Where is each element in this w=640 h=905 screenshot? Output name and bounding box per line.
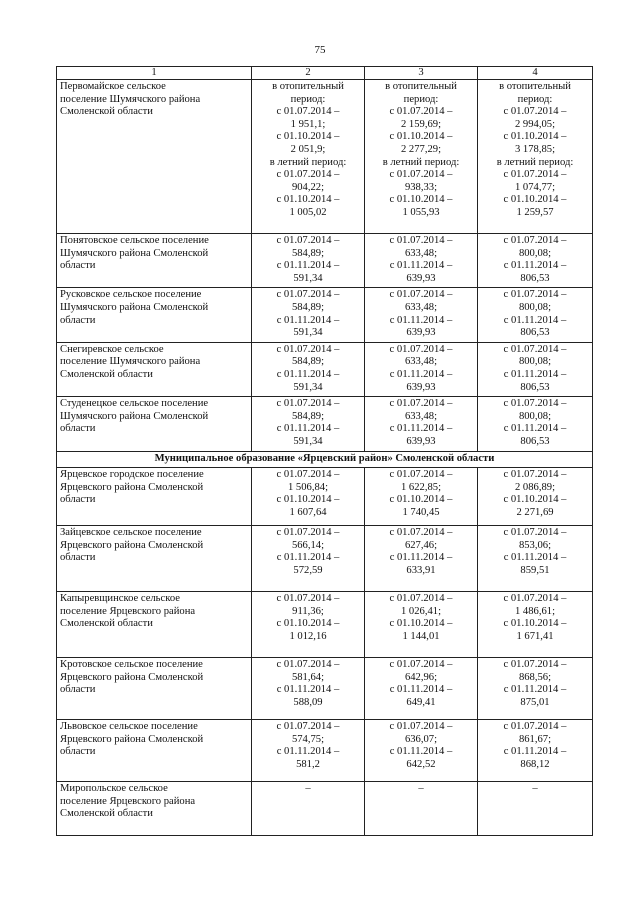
cell-line: 800,08; xyxy=(518,356,552,368)
table-body xyxy=(57,80,593,836)
value-cell-col3 xyxy=(365,342,478,396)
cell-line: 1 005,02 xyxy=(289,206,327,218)
cell-line: с 01.11.2014 – xyxy=(503,260,567,272)
cell-line: 861,67; xyxy=(518,733,552,745)
cell-line: 633,48; xyxy=(404,247,438,259)
cell-line: – xyxy=(305,783,311,795)
value-cell-col2 xyxy=(252,592,365,658)
cell-line: 911,36; xyxy=(292,605,324,617)
value-cell-col2 xyxy=(252,782,365,836)
cell-line: с 01.07.2014 – xyxy=(503,106,567,118)
cell-line: с 01.07.2014 – xyxy=(276,398,340,410)
cell-line: с 01.11.2014 – xyxy=(389,746,453,758)
cell-line: 633,48; xyxy=(404,356,438,368)
cell-line: 584,89; xyxy=(291,410,325,422)
cell-line: 591,34 xyxy=(293,327,323,339)
column-header-2: 2 xyxy=(252,67,365,80)
cell-line: 633,48; xyxy=(404,301,438,313)
cell-line: 1 622,85; xyxy=(400,481,442,493)
value-cell-col3 xyxy=(365,782,478,836)
cell-line: – xyxy=(532,783,538,795)
cell-line: Ярцевского района Смоленской xyxy=(60,539,204,551)
cell-line: 566,14; xyxy=(291,539,325,551)
cell-line: с 01.11.2014 – xyxy=(276,746,340,758)
cell-line: 1 026,41; xyxy=(400,605,442,617)
cell-line: с 01.07.2014 – xyxy=(389,469,453,481)
cell-line: с 01.11.2014 – xyxy=(276,684,340,696)
cell-line: с 01.10.2014 – xyxy=(389,194,453,206)
value-cell-col3 xyxy=(365,526,478,592)
cell-line: 868,12 xyxy=(520,758,550,770)
cell-line: с 01.11.2014 – xyxy=(503,314,567,326)
cell-line: 1 144,01 xyxy=(402,630,440,642)
value-cell-col2 xyxy=(252,526,365,592)
cell-line: с 01.07.2014 – xyxy=(389,593,453,605)
value-cell-col4 xyxy=(478,80,593,234)
cell-line: 581,2 xyxy=(296,758,320,770)
cell-line: в летний период: xyxy=(382,156,460,168)
cell-line: 868,56; xyxy=(518,671,552,683)
cell-line: с 01.07.2014 – xyxy=(389,289,453,301)
cell-line: 633,48; xyxy=(404,410,438,422)
value-cell-col3 xyxy=(365,288,478,342)
cell-line: с 01.10.2014 – xyxy=(503,131,567,143)
cell-line: 1 074,77; xyxy=(514,181,556,193)
cell-line: с 01.10.2014 – xyxy=(503,618,567,630)
cell-line: 904,22; xyxy=(291,181,325,193)
value-cell-col4 xyxy=(478,234,593,288)
cell-line: с 01.11.2014 – xyxy=(503,684,567,696)
column-header-3: 3 xyxy=(365,67,478,80)
cell-line: Ярцевское городское поселение xyxy=(60,469,204,481)
cell-line: с 01.07.2014 – xyxy=(503,398,567,410)
cell-line: 2 159,69; xyxy=(400,118,442,130)
cell-line: области xyxy=(60,423,96,435)
cell-line: Понятовское сельское поселение xyxy=(60,235,209,246)
cell-line: 1 506,84; xyxy=(287,481,329,493)
cell-line: с 01.07.2014 – xyxy=(503,721,567,733)
cell-line: 2 086,89; xyxy=(514,481,556,493)
cell-line: 574,75; xyxy=(291,733,325,745)
cell-line: 627,46; xyxy=(404,539,438,551)
cell-line: Снегиревское сельское xyxy=(60,343,164,355)
cell-line: Кротовское сельское поселение xyxy=(60,659,203,671)
cell-line: с 01.11.2014 – xyxy=(389,260,453,272)
cell-line: с 01.07.2014 – xyxy=(389,398,453,410)
cell-line: 1 259,57 xyxy=(516,206,554,218)
cell-line: Смоленской области xyxy=(60,368,153,380)
value-cell-col4 xyxy=(478,468,593,526)
cell-line: с 01.07.2014 – xyxy=(276,721,340,733)
cell-line: с 01.11.2014 – xyxy=(389,368,453,380)
cell-line: 591,34 xyxy=(293,435,323,447)
header-row xyxy=(57,67,593,80)
cell-line: 806,53 xyxy=(520,272,550,284)
cell-line: в отопительный xyxy=(499,81,571,92)
settlement-name-cell xyxy=(57,288,252,342)
cell-line: 3 178,85; xyxy=(514,143,556,155)
cell-line: 800,08; xyxy=(518,410,552,422)
value-cell-col4 xyxy=(478,288,593,342)
cell-line: с 01.07.2014 – xyxy=(389,527,453,539)
cell-line: Шумячского района Смоленской xyxy=(60,410,209,422)
settlement-name-cell xyxy=(57,468,252,526)
cell-line: с 01.11.2014 – xyxy=(276,552,340,564)
cell-line: с 01.10.2014 – xyxy=(389,494,453,506)
cell-line: 806,53 xyxy=(520,381,550,393)
cell-line: Зайцевское сельское поселение xyxy=(60,527,202,539)
settlement-name-cell xyxy=(57,234,252,288)
cell-line: Миропольское сельское xyxy=(60,783,168,795)
cell-line: с 01.07.2014 – xyxy=(276,343,340,355)
cell-line: 639,93 xyxy=(406,272,436,284)
cell-line: с 01.07.2014 – xyxy=(276,469,340,481)
cell-line: области xyxy=(60,684,96,696)
cell-line: с 01.07.2014 – xyxy=(503,235,567,246)
cell-line: период: xyxy=(517,93,553,105)
cell-line: Студенецкое сельское поселение xyxy=(60,398,209,410)
settlement-name-cell xyxy=(57,592,252,658)
cell-line: 875,01 xyxy=(520,696,550,708)
cell-line: в летний период: xyxy=(496,156,574,168)
section-title: Муниципальное образование «Ярцевский район» Смоленской области xyxy=(57,451,593,468)
cell-line: с 01.11.2014 – xyxy=(389,423,453,435)
cell-line: 584,89; xyxy=(291,247,325,259)
cell-line: с 01.07.2014 – xyxy=(503,659,567,671)
table-row xyxy=(57,234,593,288)
cell-line: с 01.07.2014 – xyxy=(389,169,453,181)
value-cell-col4 xyxy=(478,526,593,592)
cell-line: с 01.07.2014 – xyxy=(276,527,340,539)
table-row xyxy=(57,80,593,234)
cell-line: с 01.11.2014 – xyxy=(503,746,567,758)
cell-line: 800,08; xyxy=(518,301,552,313)
settlement-name-cell xyxy=(57,342,252,396)
cell-line: с 01.07.2014 – xyxy=(276,593,340,605)
cell-line: 584,89; xyxy=(291,301,325,313)
cell-line: с 01.10.2014 – xyxy=(389,618,453,630)
cell-line: с 01.10.2014 – xyxy=(276,131,340,143)
cell-line: с 01.07.2014 – xyxy=(389,235,453,246)
cell-line: с 01.11.2014 – xyxy=(276,368,340,380)
cell-line: Русковское сельское поселение xyxy=(60,289,202,301)
cell-line: 1 486,61; xyxy=(514,605,556,617)
tariff-table xyxy=(56,66,593,836)
cell-line: с 01.10.2014 – xyxy=(503,494,567,506)
cell-line: поселение Шумячского района xyxy=(60,93,201,105)
cell-line: с 01.10.2014 – xyxy=(276,494,340,506)
value-cell-col2 xyxy=(252,288,365,342)
cell-line: с 01.10.2014 – xyxy=(389,131,453,143)
cell-line: с 01.07.2014 – xyxy=(389,343,453,355)
cell-line: Ярцевского района Смоленской xyxy=(60,671,204,683)
cell-line: с 01.07.2014 – xyxy=(503,527,567,539)
cell-line: области xyxy=(60,552,96,564)
settlement-name-cell xyxy=(57,658,252,720)
cell-line: Смоленской области xyxy=(60,106,153,118)
settlement-name-cell xyxy=(57,80,252,234)
cell-line: период: xyxy=(290,93,326,105)
cell-line: Смоленской области xyxy=(60,808,153,820)
cell-line: с 01.07.2014 – xyxy=(276,106,340,118)
cell-line: период: xyxy=(403,93,439,105)
cell-line: 588,09 xyxy=(293,696,323,708)
value-cell-col3 xyxy=(365,234,478,288)
cell-line: с 01.11.2014 – xyxy=(503,552,567,564)
cell-line: с 01.11.2014 – xyxy=(389,552,453,564)
cell-line: 572,59 xyxy=(293,564,323,576)
column-header-4: 4 xyxy=(478,67,593,80)
cell-line: области xyxy=(60,260,96,272)
cell-line: 649,41 xyxy=(406,696,436,708)
value-cell-col4 xyxy=(478,342,593,396)
cell-line: с 01.11.2014 – xyxy=(503,368,567,380)
settlement-name-cell xyxy=(57,782,252,836)
cell-line: с 01.11.2014 – xyxy=(389,684,453,696)
table-row xyxy=(57,782,593,836)
cell-line: 1 055,93 xyxy=(402,206,440,218)
table-row xyxy=(57,592,593,658)
cell-line: Ярцевского района Смоленской xyxy=(60,733,204,745)
cell-line: 584,89; xyxy=(291,356,325,368)
value-cell-col2 xyxy=(252,397,365,451)
cell-line: 2 277,29; xyxy=(400,143,442,155)
value-cell-col2 xyxy=(252,658,365,720)
cell-line: 591,34 xyxy=(293,272,323,284)
value-cell-col2 xyxy=(252,720,365,782)
cell-line: с 01.07.2014 – xyxy=(389,721,453,733)
value-cell-col3 xyxy=(365,397,478,451)
table-row xyxy=(57,342,593,396)
value-cell-col2 xyxy=(252,342,365,396)
cell-line: с 01.07.2014 – xyxy=(389,659,453,671)
cell-line: 636,07; xyxy=(404,733,438,745)
cell-line: 581,64; xyxy=(291,671,325,683)
cell-line: с 01.07.2014 – xyxy=(503,169,567,181)
table-row xyxy=(57,468,593,526)
cell-line: поселение Шумячского района xyxy=(60,356,201,368)
cell-line: – xyxy=(418,783,424,795)
cell-line: в летний период: xyxy=(269,156,347,168)
cell-line: с 01.07.2014 – xyxy=(503,469,567,481)
cell-line: с 01.07.2014 – xyxy=(389,106,453,118)
cell-line: Шумячского района Смоленской xyxy=(60,301,209,313)
cell-line: с 01.10.2014 – xyxy=(276,194,340,206)
cell-line: 2 994,05; xyxy=(514,118,556,130)
value-cell-col2 xyxy=(252,80,365,234)
cell-line: с 01.11.2014 – xyxy=(276,260,340,272)
cell-line: Первомайское сельское xyxy=(60,81,166,92)
cell-line: с 01.07.2014 – xyxy=(503,289,567,301)
value-cell-col4 xyxy=(478,658,593,720)
value-cell-col4 xyxy=(478,782,593,836)
cell-line: Шумячского района Смоленской xyxy=(60,247,209,259)
cell-line: 853,06; xyxy=(518,539,552,551)
cell-line: 642,52 xyxy=(406,758,436,770)
cell-line: с 01.11.2014 – xyxy=(503,423,567,435)
value-cell-col3 xyxy=(365,658,478,720)
cell-line: 806,53 xyxy=(520,435,550,447)
cell-line: с 01.11.2014 – xyxy=(389,314,453,326)
cell-line: 1 012,16 xyxy=(289,630,327,642)
cell-line: области xyxy=(60,746,96,758)
cell-line: с 01.07.2014 – xyxy=(276,289,340,301)
value-cell-col4 xyxy=(478,720,593,782)
cell-line: с 01.11.2014 – xyxy=(276,423,340,435)
cell-line: поселение Ярцевского района xyxy=(60,605,196,617)
value-cell-col4 xyxy=(478,592,593,658)
cell-line: 2 051,9; xyxy=(290,143,326,155)
settlement-name-cell xyxy=(57,397,252,451)
cell-line: Львовское сельское поселение xyxy=(60,721,198,733)
cell-line: с 01.10.2014 – xyxy=(503,194,567,206)
table-row xyxy=(57,526,593,592)
cell-line: в отопительный xyxy=(385,81,457,92)
cell-line: 806,53 xyxy=(520,327,550,339)
cell-line: с 01.11.2014 – xyxy=(276,314,340,326)
cell-line: области xyxy=(60,314,96,326)
cell-line: 639,93 xyxy=(406,327,436,339)
cell-line: 1 951,1; xyxy=(290,118,326,130)
column-header-1: 1 xyxy=(57,67,252,80)
cell-line: Смоленской области xyxy=(60,618,153,630)
cell-line: 639,93 xyxy=(406,381,436,393)
value-cell-col3 xyxy=(365,592,478,658)
cell-line: 633,91 xyxy=(406,564,436,576)
value-cell-col2 xyxy=(252,234,365,288)
cell-line: 800,08; xyxy=(518,247,552,259)
cell-line: Капыревщинское сельское xyxy=(60,593,180,605)
cell-line: с 01.07.2014 – xyxy=(276,659,340,671)
page-number: 75 xyxy=(314,44,326,56)
table-row xyxy=(57,288,593,342)
cell-line: 1 607,64 xyxy=(289,506,327,518)
cell-line: в отопительный xyxy=(272,81,344,92)
cell-line: с 01.07.2014 – xyxy=(276,235,340,246)
cell-line: области xyxy=(60,494,96,506)
value-cell-col4 xyxy=(478,397,593,451)
value-cell-col2 xyxy=(252,468,365,526)
cell-line: с 01.10.2014 – xyxy=(276,618,340,630)
value-cell-col3 xyxy=(365,80,478,234)
cell-line: с 01.07.2014 – xyxy=(276,169,340,181)
cell-line: 642,96; xyxy=(404,671,438,683)
section-row xyxy=(57,451,593,468)
cell-line: с 01.07.2014 – xyxy=(503,343,567,355)
table-row xyxy=(57,397,593,451)
table-row xyxy=(57,658,593,720)
table-row xyxy=(57,720,593,782)
cell-line: 591,34 xyxy=(293,381,323,393)
cell-line: с 01.07.2014 – xyxy=(503,593,567,605)
cell-line: Ярцевского района Смоленской xyxy=(60,481,204,493)
cell-line: 639,93 xyxy=(406,435,436,447)
cell-line: 859,51 xyxy=(520,564,550,576)
settlement-name-cell xyxy=(57,526,252,592)
value-cell-col3 xyxy=(365,468,478,526)
cell-line: 938,33; xyxy=(404,181,438,193)
cell-line: 1 740,45 xyxy=(402,506,440,518)
cell-line: поселение Ярцевского района xyxy=(60,795,196,807)
cell-line: 2 271,69 xyxy=(516,506,554,518)
cell-line: 1 671,41 xyxy=(516,630,554,642)
value-cell-col3 xyxy=(365,720,478,782)
settlement-name-cell xyxy=(57,720,252,782)
